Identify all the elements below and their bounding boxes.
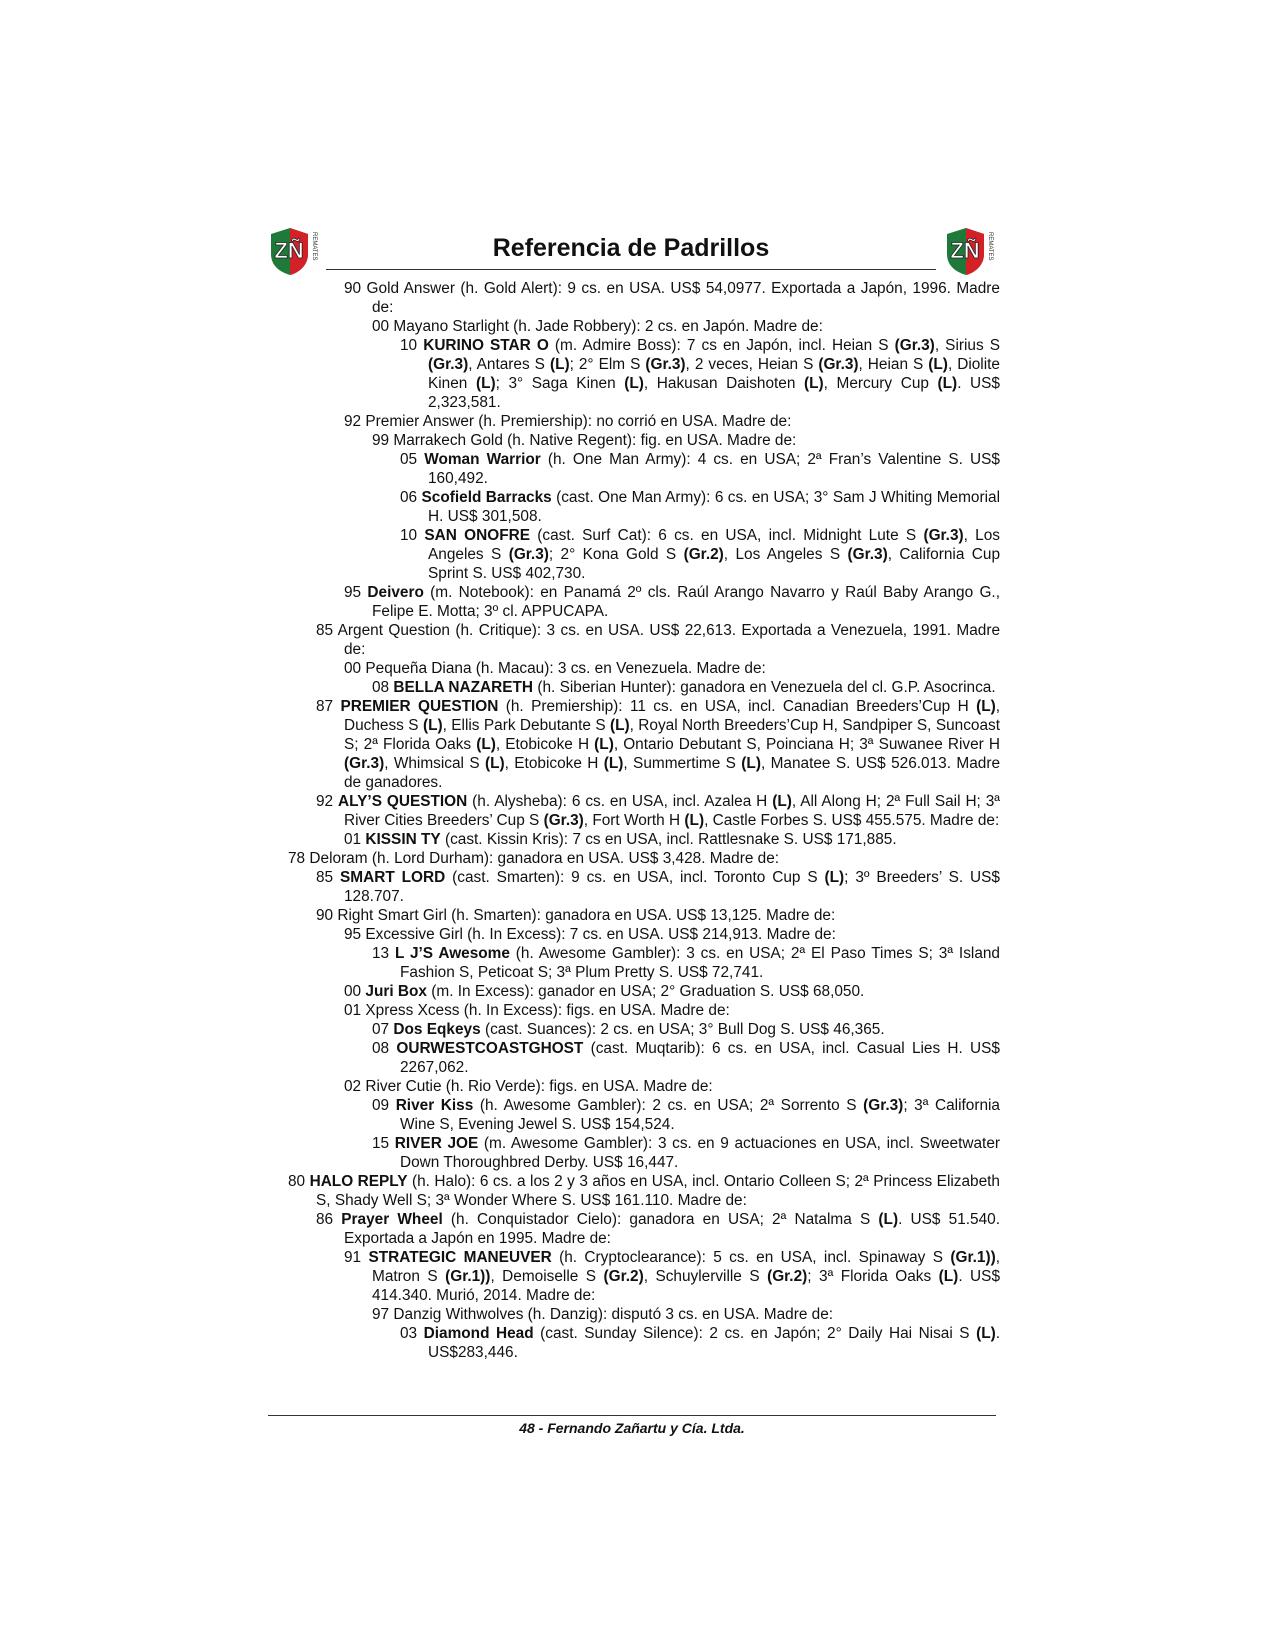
entry-bold-text: (Gr.3) — [645, 356, 686, 373]
pedigree-entry — [316, 906, 1000, 925]
entry-bold-text: (L) — [928, 356, 948, 373]
pedigree-entry — [400, 336, 1001, 412]
pedigree-entry — [344, 1077, 1000, 1096]
entry-bold-text: Diamond Head — [423, 1325, 534, 1342]
entry-text: , Demoiselle S — [490, 1268, 604, 1285]
pedigree-entry — [372, 1096, 1000, 1134]
entry-text: ; 3ª Florida Oaks — [807, 1268, 939, 1285]
entry-text: , Hakusan Daishoten — [643, 375, 805, 392]
entry-text: 03 — [400, 1325, 424, 1342]
entry-text: (cast. Suances): 2 cs. en USA; 3° Bull Dog S. US$ 46,365. — [480, 1021, 885, 1038]
entry-bold-text: (L) — [741, 755, 761, 772]
entry-text: (cast. Kissin Kris): 7 cs en USA, incl. Rattlesnake S. US$ 171,885. — [440, 831, 897, 848]
entry-text: 95 Excessive Girl (h. In Excess): 7 cs. en USA. US$ 214,913. Madre de: — [344, 926, 836, 943]
entry-text: 85 Argent Question (h. Critique): 3 cs. en USA. US$ 22,613. Exportada a Venezuela, 1991. Madre de: — [316, 622, 1000, 658]
entry-bold-text: (Gr.3) — [818, 356, 859, 373]
entry-bold-text: (L) — [422, 717, 443, 734]
entry-text: , Duchess S — [344, 698, 1000, 734]
entry-text: (h. Awesome Gambler): 3 cs. en USA; 2ª El Paso Times S; 3ª Island Fashion S, Peticoat S; 3ª Plum Pretty S. US$ 72,741. — [400, 945, 1000, 981]
entry-bold-text: (Gr.3) — [894, 337, 935, 354]
entry-text: (cast. Smarten): 9 cs. en USA, incl. Toronto Cup S — [445, 869, 825, 886]
entry-text: 01 — [344, 831, 366, 848]
entry-text: (cast. One Man Army): 6 cs. en USA; 3° Sam J Whiting Memorial H. US$ 301,508. — [428, 489, 1000, 525]
logo-side-text-right: REMATES — [987, 232, 993, 261]
pedigree-entry — [400, 488, 1000, 526]
pedigree-entry — [316, 1210, 1000, 1248]
entry-bold-text: (Gr.3) — [923, 527, 964, 544]
entry-bold-text: (Gr.3) — [428, 356, 469, 373]
entry-bold-text: (L) — [594, 736, 614, 753]
entry-bold-text: (L) — [772, 793, 792, 810]
footer-divider — [268, 1415, 996, 1416]
entry-text: , Sirius S — [934, 337, 1001, 354]
pedigree-entry — [372, 944, 1000, 982]
entry-bold-text: Prayer Wheel — [341, 1211, 443, 1228]
entry-text: 08 — [372, 1040, 397, 1057]
entry-bold-text: SMART LORD — [340, 869, 446, 886]
entry-text: . US$283,446. — [428, 1325, 1001, 1361]
entry-text: 90 Gold Answer (h. Gold Alert): 9 cs. en USA. US$ 54,0977. Exportada a Japón, 1996. Madre de: — [344, 280, 1000, 316]
entry-text: 00 Mayano Starlight (h. Jade Robbery): 2 cs. en Japón. Madre de: — [372, 318, 823, 335]
entry-bold-text: KISSIN TY — [365, 831, 441, 848]
pedigree-entry — [344, 982, 1000, 1001]
pedigree-entry — [372, 1134, 1000, 1172]
entry-bold-text: (L) — [976, 698, 996, 715]
entry-text: 90 Right Smart Girl (h. Smarten): ganadora en USA. US$ 13,125. Madre de: — [316, 907, 836, 924]
pedigree-entry — [372, 1305, 1000, 1324]
entry-bold-text: (Gr.3) — [847, 546, 888, 563]
entry-bold-text: (Gr.1)) — [950, 1249, 996, 1266]
entry-text: (h. Halo): 6 cs. a los 2 y 3 años en USA, incl. Ontario Colleen S; 2ª Princess Elizabeth S, Shady Well S; 3ª Wonder Where S. US$ 161.110. Madre de: — [316, 1173, 1000, 1209]
entry-text: . US$ 51.540. Exportada a Japón en 1995. Madre de: — [344, 1211, 1000, 1247]
entry-bold-text: (Gr.3) — [863, 1097, 904, 1114]
entry-text: 10 — [400, 337, 424, 354]
entry-text: 10 — [400, 527, 425, 544]
entry-text: . US$ 414.340. Murió, 2014. Madre de: — [372, 1268, 1000, 1304]
entry-text: , Etobicoke H — [495, 736, 595, 753]
entry-bold-text: (Gr.1)) — [445, 1268, 491, 1285]
zn-remates-logo-right — [944, 226, 994, 276]
zn-remates-logo — [268, 226, 318, 276]
logo-side-text: REMATES — [311, 232, 317, 261]
logo-letters: ZÑ — [274, 238, 304, 263]
logo-letters-right: ZÑ — [950, 238, 980, 263]
entry-bold-text: (Gr.2) — [683, 546, 724, 563]
pedigree-entry — [344, 1248, 1000, 1305]
entry-text: , Los Angeles S — [723, 546, 848, 563]
entry-text: ; 2° Elm S — [569, 356, 646, 373]
entry-bold-text: (L) — [684, 812, 705, 829]
entry-text: (m. Admire Boss): 7 cs en Japón, incl. Heian S — [548, 337, 895, 354]
entry-bold-text: (L) — [938, 1268, 959, 1285]
entry-bold-text: (Gr.3) — [543, 812, 584, 829]
entry-text: (m. Notebook): en Panamá 2º cls. Raúl Arango Navarro y Raúl Baby Arango G., Felipe E. Motta; 3º cl. APPUCAPA. — [372, 584, 1000, 620]
pedigree-entry — [372, 678, 1000, 697]
entry-text: , All Along H; 2ª Full Sail H; 3ª River Cities Breeders’ Cup S — [344, 793, 1001, 829]
entry-bold-text: (Gr.3) — [508, 546, 549, 563]
pedigree-entry — [316, 697, 1001, 792]
entry-text: 92 Premier Answer (h. Premiership): no corrió en USA. Madre de: — [344, 413, 792, 430]
pedigree-entry — [400, 450, 1000, 488]
pedigree-entry — [344, 279, 1000, 317]
entry-text: , California Cup Sprint S. US$ 402,730. — [428, 546, 1001, 582]
entry-bold-text: (L) — [603, 755, 624, 772]
entry-bold-text: River Kiss — [395, 1097, 474, 1114]
entry-text: 86 — [316, 1211, 342, 1228]
entry-text: 08 — [372, 679, 394, 696]
entry-text: ; 3° Saga Kinen — [495, 375, 625, 392]
entry-text: , Heian S — [858, 356, 929, 373]
entry-text: , Castle Forbes S. US$ 455.575. Madre de: — [704, 812, 1000, 829]
entry-bold-text: RIVER JOE — [394, 1135, 479, 1152]
entry-bold-text: (Gr.2) — [767, 1268, 808, 1285]
entry-text: 99 Marrakech Gold (h. Native Regent): fig. en USA. Madre de: — [372, 432, 797, 449]
entry-text: 13 — [372, 945, 395, 962]
entry-bold-text: (L) — [476, 736, 496, 753]
entry-bold-text: KURINO STAR O — [423, 337, 549, 354]
entry-text: ; 2° Kona Gold S — [548, 546, 684, 563]
entry-bold-text: ALY’S QUESTION — [338, 793, 468, 810]
entry-text: , Manatee S. US$ 526.013. Madre de ganadores. — [344, 755, 1000, 791]
entry-text: 95 — [344, 584, 368, 601]
entry-bold-text: L J’S Awesome — [394, 945, 510, 962]
entry-text: (h. Alysheba): 6 cs. en USA, incl. Azalea H — [467, 793, 773, 810]
entry-text: 00 Pequeña Diana (h. Macau): 3 cs. en Venezuela. Madre de: — [344, 660, 766, 677]
pedigree-entry — [400, 526, 1001, 583]
page-header — [268, 226, 994, 276]
entry-bold-text: (L) — [937, 375, 958, 392]
entry-text: 02 River Cutie (h. Rio Verde): figs. en USA. Madre de: — [344, 1078, 713, 1095]
pedigree-entry — [372, 431, 1000, 450]
entry-text: , Diolite Kinen — [428, 356, 1000, 392]
entry-bold-text: (L) — [824, 869, 845, 886]
pedigree-entry — [344, 583, 1000, 621]
entry-text: 87 — [316, 698, 341, 715]
pedigree-entry — [372, 1039, 1000, 1077]
entry-text: , Whimsical S — [384, 755, 485, 772]
entry-bold-text: (Gr.2) — [603, 1268, 644, 1285]
entry-text: , Etobicoke H — [504, 755, 604, 772]
entry-text: . US$ 2,323,581. — [428, 375, 1000, 411]
entry-bold-text: (L) — [804, 375, 824, 392]
entry-bold-text: (L) — [878, 1211, 899, 1228]
entry-bold-text: (L) — [549, 356, 570, 373]
entry-text: 97 Danzig Withwolves (h. Danzig): disputó 3 cs. en USA. Madre de: — [372, 1306, 834, 1323]
entry-text: 06 — [400, 489, 422, 506]
pedigree-entry — [288, 1172, 1000, 1210]
entry-text: (h. Conquistador Cielo): ganadora en USA; 2ª Natalma S — [442, 1211, 879, 1228]
entry-text: (h. Cryptoclearance): 5 cs. en USA, incl. Spinaway S — [551, 1249, 951, 1266]
entry-text: (h. Premiership): 11 cs. en USA, incl. Canadian Breeders’Cup H — [498, 698, 977, 715]
entry-bold-text: (L) — [484, 755, 505, 772]
entry-bold-text: STRATEGIC MANEUVER — [368, 1249, 552, 1266]
entry-text: (cast. Sunday Silence): 2 cs. en Japón; 2° Daily Hai Nisai S — [533, 1325, 977, 1342]
page-title: Referencia de Padrillos — [492, 234, 770, 262]
entry-bold-text: HALO REPLY — [309, 1173, 408, 1190]
entry-bold-text: (L) — [976, 1325, 996, 1342]
page-footer: 48 - Fernando Zañartu y Cía. Ltda. — [519, 1420, 745, 1436]
pedigree-content — [288, 279, 1000, 1362]
entry-text: , Fort Worth H — [583, 812, 685, 829]
entry-text: , Schuylerville S — [643, 1268, 768, 1285]
entry-bold-text: Woman Warrior — [424, 451, 541, 468]
pedigree-entry — [372, 317, 1000, 336]
pedigree-entry — [316, 621, 1000, 659]
entry-text: (h. Siberian Hunter): ganadora en Venezuela del cl. G.P. Asocrinca. — [533, 679, 996, 696]
entry-text: 05 — [400, 451, 425, 468]
entry-bold-text: Deivero — [367, 584, 424, 601]
entry-text: (cast. Surf Cat): 6 cs. en USA, incl. Midnight Lute S — [530, 527, 924, 544]
entry-bold-text: (L) — [624, 375, 644, 392]
pedigree-entry — [344, 1001, 1000, 1020]
pedigree-entry — [400, 1324, 1001, 1362]
entry-text: (m. In Excess): ganador en USA; 2° Graduation S. US$ 68,050. — [426, 983, 865, 1000]
entry-text: 78 Deloram (h. Lord Durham): ganadora en USA. US$ 3,428. Madre de: — [288, 850, 780, 867]
entry-text: 80 — [288, 1173, 310, 1190]
pedigree-entry — [288, 849, 1000, 868]
entry-bold-text: OURWESTCOASTGHOST — [396, 1040, 584, 1057]
entry-text: , Summertime S — [623, 755, 742, 772]
entry-text: 85 — [316, 869, 341, 886]
entry-text: , Ontario Debutant S, Poinciana H; 3ª Suwanee River H — [613, 736, 1001, 753]
entry-text: 01 Xpress Xcess (h. In Excess): figs. en USA. Madre de: — [344, 1002, 730, 1019]
pedigree-entry — [372, 1020, 1000, 1039]
entry-text: ; 3ª California Wine S, Evening Jewel S. US$ 154,524. — [400, 1097, 1000, 1133]
entry-text: , 2 veces, Heian S — [685, 356, 819, 373]
pedigree-entry — [316, 792, 1001, 830]
entry-text: , Matron S — [372, 1249, 1000, 1285]
entry-text: , Ellis Park Debutante S — [442, 717, 610, 734]
pedigree-entry — [344, 412, 1000, 431]
pedigree-entry — [316, 868, 1000, 906]
entry-text: 00 — [344, 983, 366, 1000]
entry-text: , Royal North Breeders’Cup H, Sandpiper S, Suncoast S; 2ª Florida Oaks — [344, 717, 1001, 753]
entry-bold-text: PREMIER QUESTION — [340, 698, 499, 715]
entry-text: 09 — [372, 1097, 396, 1114]
entry-text: ; 3º Breeders’ S. US$ 128.707. — [344, 869, 1000, 905]
pedigree-entry — [344, 925, 1000, 944]
entry-bold-text: (L) — [475, 375, 496, 392]
header-divider — [326, 269, 936, 270]
entry-bold-text: (Gr.3) — [344, 755, 385, 772]
entry-text: , Mercury Cup — [823, 375, 938, 392]
entry-text: 07 — [372, 1021, 394, 1038]
entry-bold-text: BELLA NAZARETH — [393, 679, 534, 696]
entry-text: (cast. Muqtarib): 6 cs. en USA, incl. Casual Lies H. US$ 2267,062. — [400, 1040, 1000, 1076]
entry-text: , Los Angeles S — [428, 527, 1000, 563]
entry-text: (m. Awesome Gambler): 3 cs. en 9 actuaciones en USA, incl. Sweetwater Down Thoroughbred Derby. US$ 16,447. — [400, 1135, 1000, 1171]
entry-text: 92 — [316, 793, 339, 810]
entry-bold-text: SAN ONOFRE — [424, 527, 530, 544]
pedigree-entry — [344, 659, 1000, 678]
entry-text: 15 — [372, 1135, 395, 1152]
entry-text: (h. One Man Army): 4 cs. en USA; 2ª Fran’s Valentine S. US$ 160,492. — [428, 451, 1000, 487]
entry-bold-text: (L) — [609, 717, 630, 734]
entry-bold-text: Scofield Barracks — [421, 489, 552, 506]
entry-text: , Antares S — [468, 356, 550, 373]
entry-bold-text: Dos Eqkeys — [393, 1021, 481, 1038]
entry-text: (h. Awesome Gambler): 2 cs. en USA; 2ª Sorrento S — [473, 1097, 864, 1114]
pedigree-entry — [344, 830, 1000, 849]
entry-bold-text: Juri Box — [365, 983, 427, 1000]
entry-text: 91 — [344, 1249, 369, 1266]
